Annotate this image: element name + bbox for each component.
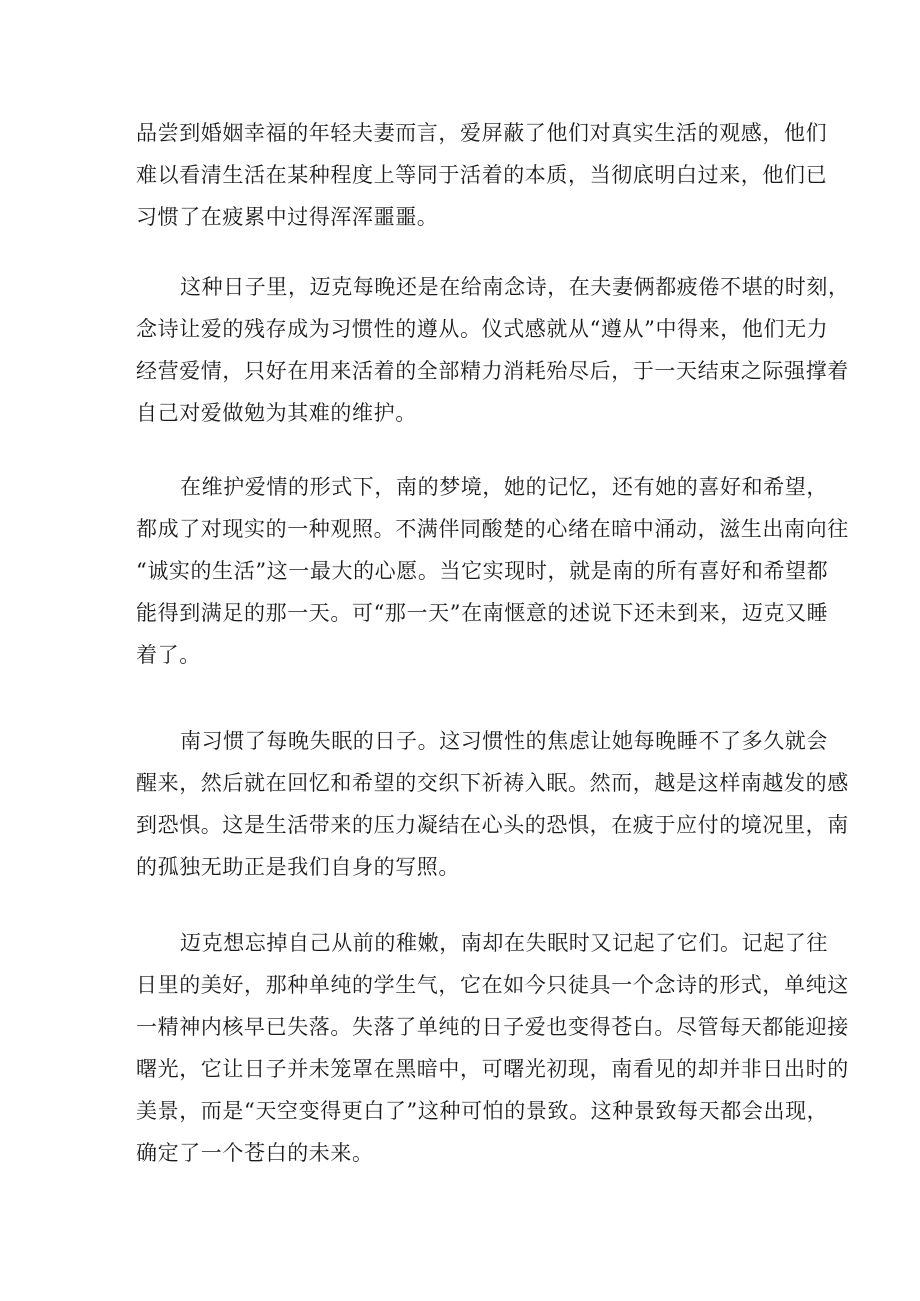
paragraph-line: 曙光，它让日子并未笼罩在黑暗中，可曙光初现，南看见的却并非日出时的 bbox=[136, 1057, 849, 1081]
paragraph-line: 这种日子里，迈克每晚还是在给南念诗，在夫妻俩都疲倦不堪的时刻， bbox=[180, 275, 850, 299]
paragraph-line: 都成了对现实的一种观照。不满伴同酸楚的心绪在暗中涌动，滋生出南向往 bbox=[136, 517, 849, 541]
paragraph-line: 念诗让爱的残存成为习惯性的遵从。仪式感就从“遵从”中得来，他们无力 bbox=[136, 317, 829, 341]
paragraph-line: 迈克想忘掉自己从前的稚嫩，南却在失眠时又记起了它们。记起了往 bbox=[180, 931, 828, 955]
paragraph-line: 自己对爱做勉为其难的维护。 bbox=[136, 401, 417, 425]
paragraph-line: 在维护爱情的形式下，南的梦境，她的记忆，还有她的喜好和希望， bbox=[180, 475, 828, 499]
paragraph-line: “诚实的生活”这一最大的心愿。当它实现时，就是南的所有喜好和希望都 bbox=[136, 559, 829, 583]
paragraph-line: 习惯了在疲累中过得浑浑噩噩。 bbox=[136, 205, 439, 229]
paragraph-line: 一精神内核早已失落。失落了单纯的日子爱也变得苍白。尽管每天都能迎接 bbox=[136, 1015, 849, 1039]
paragraph-4 bbox=[136, 720, 849, 888]
paragraph-line: 的孤独无助正是我们自身的写照。 bbox=[136, 855, 460, 879]
paragraph-line: 醒来，然后就在回忆和希望的交织下祈祷入眠。然而，越是这样南越发的感 bbox=[136, 771, 849, 795]
paragraph-line: 经营爱情，只好在用来活着的全部精力消耗殆尽后，于一天结束之际强撑着 bbox=[136, 359, 849, 383]
paragraph-line: 着了。 bbox=[136, 643, 201, 667]
paragraph-line: 日里的美好，那种单纯的学生气，它在如今只徒具一个念诗的形式，单纯这 bbox=[136, 973, 849, 997]
paragraph-line: 确定了一个苍白的未来。 bbox=[136, 1141, 374, 1165]
paragraph-line: 品尝到婚姻幸福的年轻夫妻而言，爱屏蔽了他们对真实生活的观感，他们 bbox=[136, 121, 828, 145]
paragraph-5 bbox=[136, 922, 849, 1174]
paragraph-3 bbox=[136, 466, 849, 676]
paragraph-line: 难以看清生活在某种程度上等同于活着的本质，当彻底明白过来，他们已 bbox=[136, 163, 828, 187]
paragraph-2 bbox=[136, 266, 850, 434]
paragraph-line: 南习惯了每晚失眠的日子。这习惯性的焦虑让她每晚睡不了多久就会 bbox=[180, 729, 828, 753]
paragraph-line: 能得到满足的那一天。可“那一天”在南惬意的述说下还未到来，迈克又睡 bbox=[136, 601, 829, 625]
paragraph-line: 美景，而是“天空变得更白了”这种可怕的景致。这种景致每天都会出现， bbox=[136, 1099, 829, 1123]
paragraph-line: 到恐惧。这是生活带来的压力凝结在心头的恐惧，在疲于应付的境况里，南 bbox=[136, 813, 849, 837]
paragraph-1 bbox=[136, 112, 828, 238]
